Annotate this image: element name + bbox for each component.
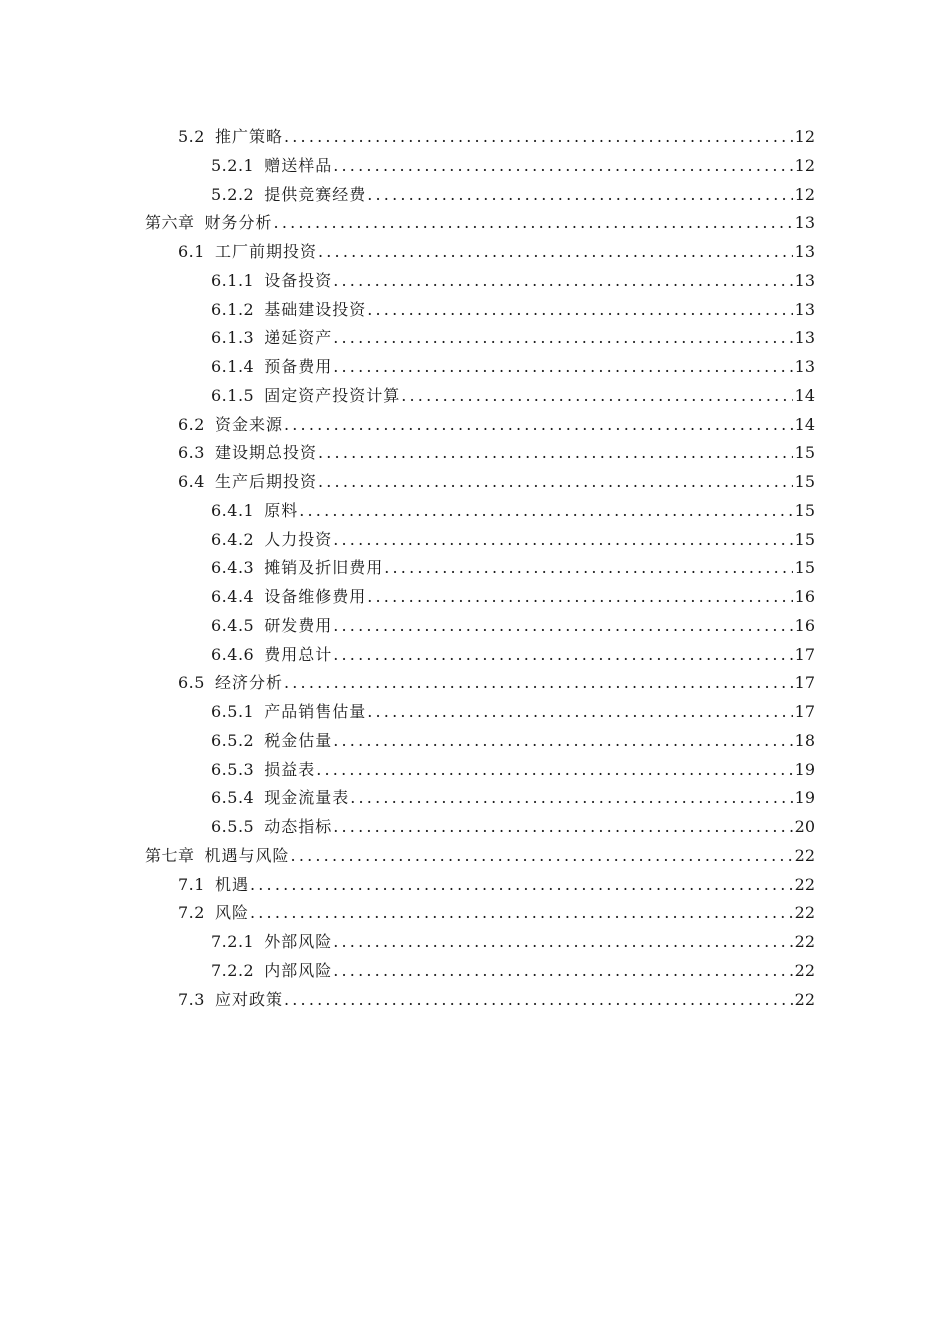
toc-entry-page-number: 15 — [794, 500, 815, 520]
toc-section-entry[interactable] — [0, 267, 815, 296]
toc-entry-number: 6.5.2 — [211, 730, 255, 750]
toc-dot-leader — [318, 439, 793, 468]
toc-section-entry[interactable] — [0, 986, 815, 1015]
toc-entry-title: 财务分析 — [204, 213, 273, 233]
toc-section-entry[interactable] — [0, 152, 815, 181]
toc-section-entry[interactable] — [0, 756, 815, 785]
toc-section-entry[interactable] — [0, 382, 815, 411]
toc-entry-page-number: 15 — [794, 472, 815, 491]
toc-entry-page-number: 22 — [794, 960, 815, 980]
toc-dot-leader — [333, 641, 792, 670]
toc-entry-page-number: 16 — [794, 587, 815, 606]
toc-entry-number: 6.1 — [178, 242, 205, 261]
toc-entry-page-number: 16 — [794, 615, 815, 635]
toc-section-entry[interactable] — [0, 353, 815, 382]
toc-section-entry[interactable] — [0, 296, 815, 325]
toc-entry-title: 损益表 — [264, 759, 316, 779]
toc-entry-page-number: 20 — [794, 817, 815, 836]
toc-entry-number: 6.4.4 — [211, 587, 255, 606]
toc-entry-page-number: 13 — [794, 357, 815, 376]
toc-entry-page-number: 13 — [794, 299, 815, 319]
toc-entry-title: 现金流量表 — [264, 788, 350, 808]
toc-entry-page-number: 13 — [794, 213, 815, 233]
toc-section-entry[interactable] — [0, 468, 815, 497]
toc-dot-leader — [333, 152, 792, 181]
toc-entry-title: 机遇与风险 — [204, 845, 290, 865]
toc-entry-page-number: 17 — [794, 644, 815, 664]
toc-entry-number: 7.3 — [178, 989, 205, 1009]
toc-dot-leader — [333, 526, 792, 555]
toc-section-entry[interactable] — [0, 583, 815, 612]
toc-entry-number: 6.5 — [178, 673, 205, 693]
toc-dot-leader — [333, 813, 792, 842]
toc-dot-leader — [333, 324, 792, 353]
toc-entry-number: 5.2.2 — [211, 184, 255, 204]
toc-entry-page-number: 19 — [794, 788, 815, 808]
toc-section-entry[interactable] — [0, 612, 815, 641]
toc-entry-number: 7.2.1 — [211, 932, 255, 951]
toc-entry-title: 设备投资 — [264, 270, 333, 290]
toc-section-entry[interactable] — [0, 813, 815, 842]
toc-entry-title: 动态指标 — [264, 817, 333, 836]
toc-entry-page-number: 14 — [794, 414, 815, 434]
toc-entry-page-number: 22 — [794, 845, 815, 865]
toc-entry-title: 人力投资 — [264, 529, 333, 549]
toc-entry-page-number: 12 — [794, 127, 815, 146]
toc-entry-title: 资金来源 — [214, 414, 283, 434]
toc-entry-title: 递延资产 — [264, 328, 333, 348]
toc-entry-title: 赠送样品 — [264, 155, 333, 175]
toc-entry-number: 第六章 — [145, 213, 195, 233]
toc-entry-title: 建设期总投资 — [214, 443, 317, 463]
toc-dot-leader — [367, 296, 792, 325]
toc-dot-leader — [367, 181, 792, 210]
toc-entry-title: 应对政策 — [214, 989, 283, 1009]
toc-section-entry[interactable] — [0, 497, 815, 526]
toc-entry-page-number: 14 — [794, 385, 815, 405]
toc-entry-number: 6.4.6 — [211, 644, 255, 664]
toc-entry-page-number: 13 — [794, 328, 815, 348]
toc-dot-leader — [284, 123, 793, 152]
toc-entry-page-number: 19 — [794, 759, 815, 779]
toc-section-entry[interactable] — [0, 238, 815, 267]
toc-entry-number: 6.4.1 — [211, 500, 255, 520]
toc-entry-number: 6.5.4 — [211, 788, 255, 808]
toc-section-entry[interactable] — [0, 123, 815, 152]
toc-chapter-entry[interactable] — [0, 209, 815, 238]
toc-entry-title: 外部风险 — [264, 932, 333, 951]
table-of-contents — [0, 123, 950, 1014]
toc-entry-number: 6.4.2 — [211, 529, 255, 549]
toc-entry-title: 研发费用 — [264, 615, 333, 635]
toc-dot-leader — [299, 497, 792, 526]
toc-section-entry[interactable] — [0, 871, 815, 900]
toc-section-entry[interactable] — [0, 669, 815, 698]
toc-entry-number: 6.1.1 — [211, 270, 255, 290]
toc-section-entry[interactable] — [0, 526, 815, 555]
toc-entry-number: 6.2 — [178, 414, 205, 434]
toc-entry-title: 税金估量 — [264, 730, 333, 750]
toc-dot-leader — [367, 698, 792, 727]
toc-entry-page-number: 22 — [794, 903, 815, 923]
toc-entry-number: 7.1 — [178, 874, 205, 894]
toc-section-entry[interactable] — [0, 411, 815, 440]
toc-dot-leader — [284, 669, 793, 698]
toc-dot-leader — [250, 871, 793, 900]
toc-entry-title: 费用总计 — [264, 644, 333, 664]
toc-entry-number: 5.2 — [178, 127, 205, 146]
toc-entry-page-number: 12 — [794, 184, 815, 204]
toc-entry-title: 经济分析 — [214, 673, 283, 693]
toc-entry-title: 基础建设投资 — [264, 299, 367, 319]
toc-section-entry[interactable] — [0, 698, 815, 727]
toc-entry-title: 设备维修费用 — [264, 587, 367, 606]
toc-dot-leader — [284, 986, 793, 1015]
toc-entry-number: 6.1.4 — [211, 357, 255, 376]
toc-entry-page-number: 22 — [794, 989, 815, 1009]
toc-entry-number: 6.5.3 — [211, 759, 255, 779]
toc-entry-page-number: 22 — [794, 874, 815, 894]
toc-entry-page-number: 15 — [794, 529, 815, 549]
toc-section-entry[interactable] — [0, 928, 815, 957]
toc-entry-title: 工厂前期投资 — [214, 242, 317, 261]
toc-entry-number: 6.1.2 — [211, 299, 255, 319]
toc-entry-title: 固定资产投资计算 — [264, 385, 401, 405]
toc-dot-leader — [250, 899, 793, 928]
toc-entry-page-number: 15 — [794, 558, 815, 578]
toc-dot-leader — [333, 957, 792, 986]
toc-entry-title: 提供竞赛经费 — [264, 184, 367, 204]
toc-entry-number: 6.4.3 — [211, 558, 255, 578]
toc-entry-title: 推广策略 — [214, 127, 283, 146]
toc-dot-leader — [333, 928, 792, 957]
toc-dot-leader — [333, 267, 792, 296]
toc-entry-number: 6.1.5 — [211, 385, 255, 405]
toc-entry-number: 7.2 — [178, 903, 205, 923]
toc-entry-title: 机遇 — [214, 874, 249, 894]
toc-chapter-entry[interactable] — [0, 842, 815, 871]
toc-entry-page-number: 13 — [794, 242, 815, 261]
toc-entry-page-number: 17 — [794, 673, 815, 693]
toc-dot-leader — [333, 727, 792, 756]
toc-dot-leader — [318, 468, 793, 497]
toc-dot-leader — [274, 209, 793, 238]
toc-dot-leader — [318, 238, 793, 267]
toc-dot-leader — [384, 554, 792, 583]
toc-section-entry[interactable] — [0, 641, 815, 670]
toc-dot-leader — [284, 411, 793, 440]
toc-section-entry[interactable] — [0, 727, 815, 756]
toc-entry-page-number: 15 — [794, 443, 815, 463]
toc-dot-leader — [350, 784, 792, 813]
toc-section-entry[interactable] — [0, 554, 815, 583]
toc-entry-number: 7.2.2 — [211, 960, 255, 980]
toc-entry-title: 原料 — [264, 500, 299, 520]
toc-dot-leader — [333, 612, 792, 641]
toc-dot-leader — [291, 842, 793, 871]
toc-entry-page-number: 17 — [794, 702, 815, 721]
toc-entry-title: 产品销售估量 — [264, 702, 367, 721]
toc-dot-leader — [316, 756, 792, 785]
toc-entry-number: 6.4 — [178, 472, 205, 491]
toc-section-entry[interactable] — [0, 899, 815, 928]
toc-entry-number: 6.1.3 — [211, 328, 255, 348]
toc-entry-page-number: 13 — [794, 270, 815, 290]
toc-entry-number: 5.2.1 — [211, 155, 255, 175]
toc-entry-number: 6.4.5 — [211, 615, 255, 635]
toc-entry-title: 生产后期投资 — [214, 472, 317, 491]
toc-dot-leader — [367, 583, 792, 612]
toc-section-entry[interactable] — [0, 784, 815, 813]
toc-entry-number: 6.5.5 — [211, 817, 255, 836]
toc-dot-leader — [401, 382, 792, 411]
toc-section-entry[interactable] — [0, 324, 815, 353]
toc-entry-title: 内部风险 — [264, 960, 333, 980]
toc-dot-leader — [333, 353, 792, 382]
toc-entry-title: 风险 — [214, 903, 249, 923]
toc-entry-title: 摊销及折旧费用 — [264, 558, 384, 578]
toc-section-entry[interactable] — [0, 957, 815, 986]
toc-entry-page-number: 22 — [794, 932, 815, 951]
toc-entry-number: 6.3 — [178, 443, 205, 463]
toc-entry-page-number: 12 — [794, 155, 815, 175]
toc-entry-title: 预备费用 — [264, 357, 333, 376]
toc-entry-number: 6.5.1 — [211, 702, 255, 721]
toc-entry-page-number: 18 — [794, 730, 815, 750]
toc-section-entry[interactable] — [0, 439, 815, 468]
toc-section-entry[interactable] — [0, 181, 815, 210]
toc-entry-number: 第七章 — [145, 845, 195, 865]
